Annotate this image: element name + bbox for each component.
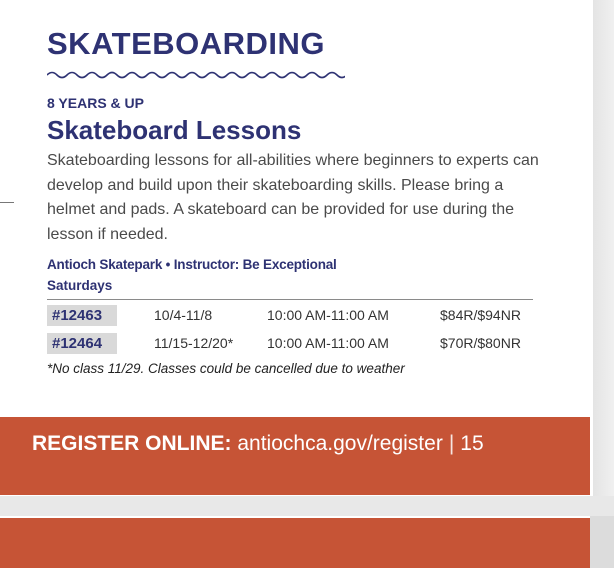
session-time: 10:00 AM-11:00 AM: [267, 335, 389, 351]
session-fee: $70R/$80NR: [440, 335, 521, 351]
session-time: 10:00 AM-11:00 AM: [267, 307, 389, 323]
page-number: 15: [460, 432, 484, 455]
register-link[interactable]: antiochca.gov/register: [237, 432, 443, 455]
register-banner: [0, 417, 590, 495]
course-description: Skateboarding lessons for all-abilities where beginners to experts can develop and build upon their skateboarding skills. Please bring a helmet and pads. A skateboard can be provided for use during the lesson if needed.: [47, 152, 539, 243]
session-fee: $84R/$94NR: [440, 307, 521, 323]
footer-separator: |: [448, 432, 455, 455]
course-code: #12464: [47, 333, 117, 354]
meeting-day: Saturdays: [47, 278, 113, 293]
schedule-note: *No class 11/29. Classes could be cancelled due to weather: [47, 361, 405, 376]
page-gap: [0, 496, 614, 516]
session-dates: 10/4-11/8: [154, 307, 213, 323]
page-edge-shadow: [593, 0, 614, 496]
age-label: 8 YEARS & UP: [47, 95, 144, 111]
register-label: REGISTER ONLINE:: [32, 432, 232, 455]
table-rule: [47, 299, 533, 300]
adjacent-page-rule: [0, 202, 14, 203]
course-code: #12463: [47, 305, 117, 326]
section-title: SKATEBOARDING: [47, 26, 326, 61]
location-instructor: Antioch Skatepark • Instructor: Be Exceptional: [47, 257, 337, 272]
next-page-banner: [0, 518, 590, 568]
register-line: [32, 432, 484, 456]
session-dates: 11/15-12/20*: [154, 335, 234, 351]
wave-divider: [47, 70, 345, 80]
course-title: Skateboard Lessons: [47, 115, 302, 145]
